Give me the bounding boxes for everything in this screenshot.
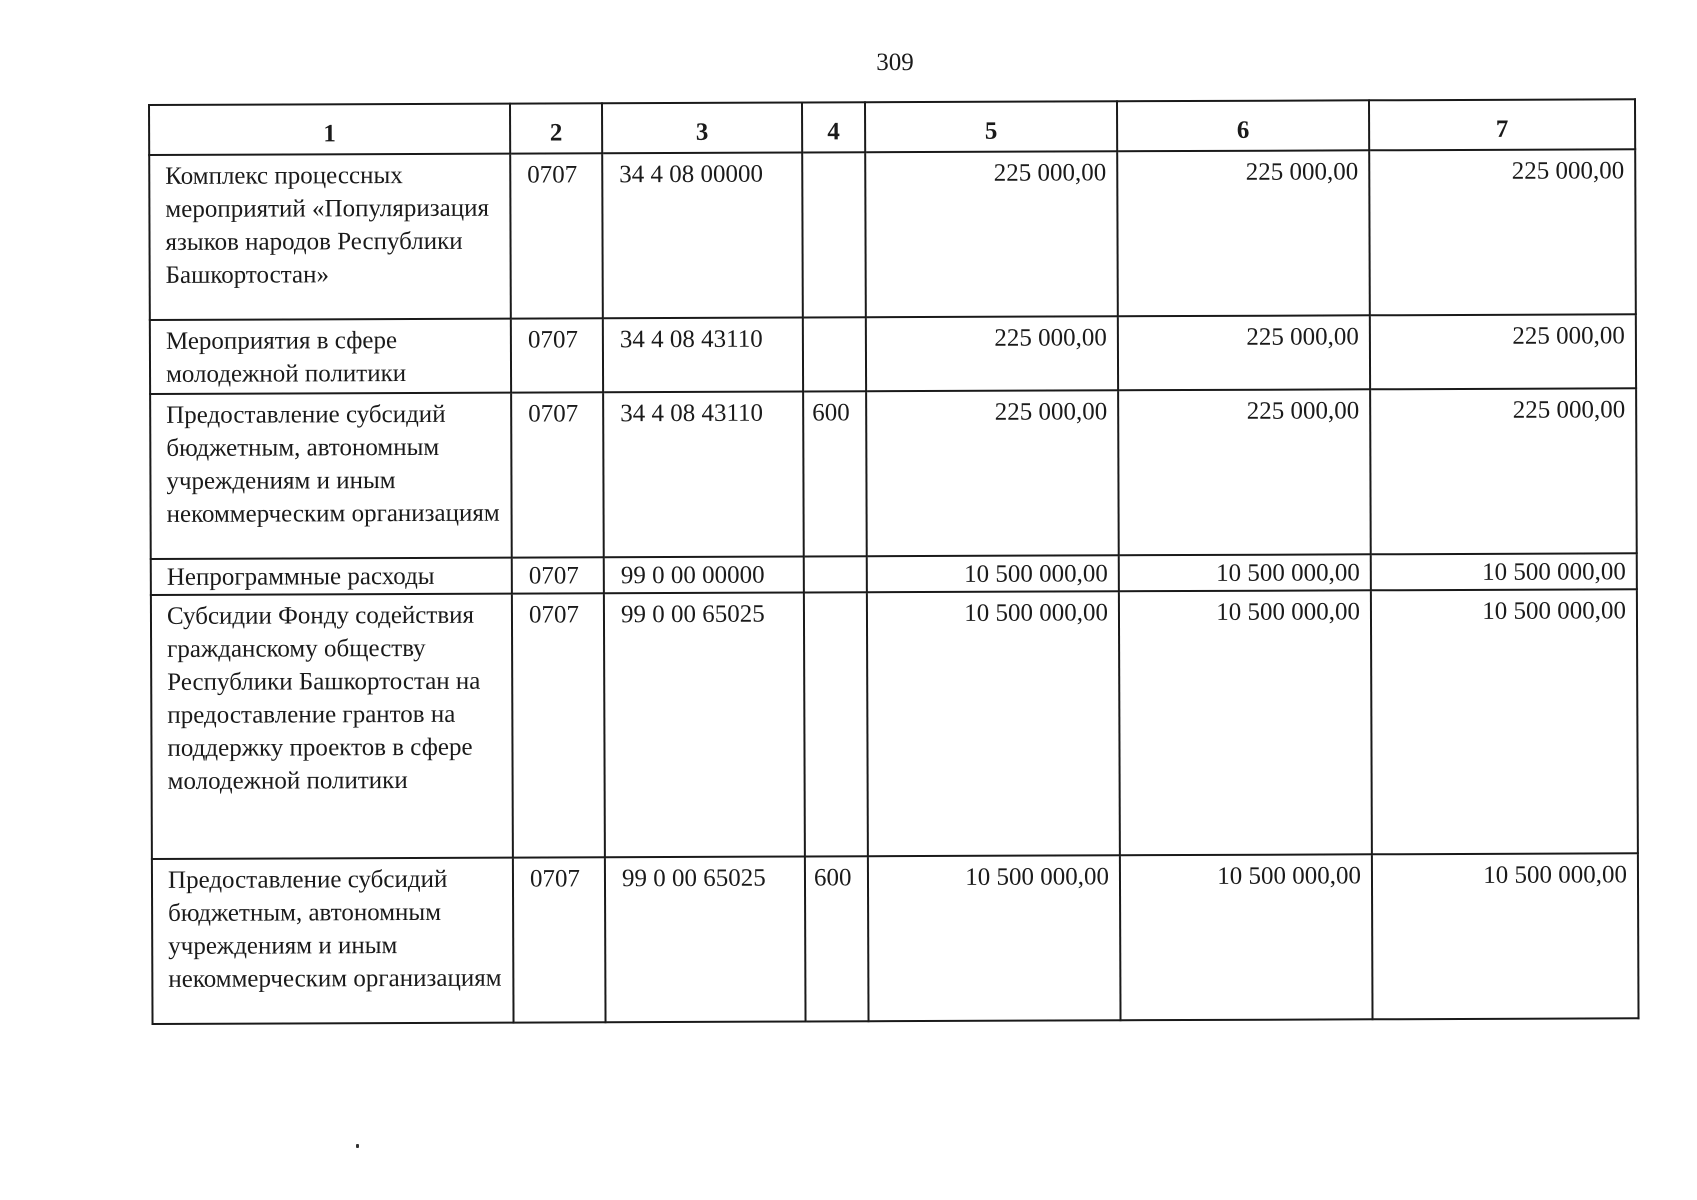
- section-code-cell: 0707: [510, 153, 603, 318]
- section-code-cell: 0707: [512, 593, 605, 857]
- column-header: 2: [510, 103, 602, 153]
- amount-cell-col7: 225 000,00: [1370, 314, 1636, 389]
- section-code-cell: 0707: [513, 857, 606, 1022]
- expense-type-cell: [804, 592, 868, 856]
- table-row: [149, 149, 1636, 320]
- column-header: 5: [865, 101, 1117, 152]
- table-row: [150, 388, 1637, 559]
- amount-cell-col6: 10 500 000,00: [1120, 854, 1373, 1020]
- column-header: 7: [1369, 99, 1635, 150]
- amount-cell-col7: 10 500 000,00: [1371, 553, 1637, 590]
- section-code-cell: 0707: [512, 557, 604, 593]
- amount-cell-col5: 225 000,00: [866, 316, 1118, 391]
- amount-cell-col7: 10 500 000,00: [1371, 589, 1638, 854]
- table-header-row: [149, 99, 1635, 155]
- amount-cell-col5: 225 000,00: [866, 390, 1119, 556]
- expense-name-cell: Мероприятия в сфере молодежной политики: [150, 319, 511, 394]
- expense-type-cell: [803, 317, 866, 391]
- expense-name-cell: Непрограммные расходы: [151, 558, 512, 595]
- column-header: 1: [149, 104, 510, 155]
- amount-cell-col6: 10 500 000,00: [1119, 554, 1371, 591]
- target-article-cell: 99 0 00 65025: [605, 856, 806, 1022]
- amount-cell-col6: 225 000,00: [1117, 150, 1370, 316]
- target-article-cell: 34 4 08 43110: [603, 317, 803, 392]
- target-article-cell: 34 4 08 00000: [602, 152, 803, 318]
- target-article-cell: 99 0 00 65025: [604, 592, 805, 857]
- amount-cell-col5: 225 000,00: [865, 151, 1118, 317]
- expense-name-cell: Комплекс процессных мероприятий «Популяризация языков народов Республики Башкортостан»: [149, 154, 511, 320]
- amount-cell-col5: 10 500 000,00: [867, 555, 1119, 592]
- column-header: 4: [802, 102, 865, 152]
- target-article-cell: 34 4 08 43110: [603, 391, 804, 557]
- expense-type-cell: [804, 556, 867, 592]
- table-row: [151, 553, 1637, 595]
- table-row: [152, 853, 1639, 1024]
- expense-type-cell: [802, 152, 866, 317]
- target-article-cell: 99 0 00 00000: [604, 556, 804, 593]
- amount-cell-col5: 10 500 000,00: [868, 855, 1121, 1021]
- expense-name-cell: Субсидии Фонду содействия гражданскому обществу Республики Башкортостан на предоставление грантов на поддержку проектов в сфере молодежной политики: [151, 594, 513, 859]
- amount-cell-col6: 225 000,00: [1118, 389, 1371, 555]
- section-code-cell: 0707: [511, 318, 603, 392]
- column-header: 6: [1117, 100, 1369, 151]
- expense-name-cell: Предоставление субсидий бюджетным, автономным учреждениям и иным некоммерческим организациям: [152, 858, 514, 1024]
- amount-cell-col5: 10 500 000,00: [867, 591, 1120, 856]
- table-row: [150, 314, 1636, 394]
- column-header: 3: [602, 102, 802, 153]
- amount-cell-col6: 10 500 000,00: [1119, 590, 1372, 855]
- amount-cell-col6: 225 000,00: [1118, 315, 1370, 390]
- expense-type-cell: 600: [805, 856, 869, 1021]
- scan-speck: [356, 1144, 359, 1148]
- expense-name-cell: Предоставление субсидий бюджетным, автономным учреждениям и иным некоммерческим организациям: [150, 393, 512, 559]
- expense-type-cell: 600: [803, 391, 867, 556]
- table-row: [151, 589, 1638, 859]
- amount-cell-col7: 10 500 000,00: [1372, 853, 1639, 1019]
- amount-cell-col7: 225 000,00: [1369, 149, 1636, 315]
- budget-table: [148, 98, 1640, 1025]
- page-number: 309: [876, 49, 914, 76]
- amount-cell-col7: 225 000,00: [1370, 388, 1637, 554]
- section-code-cell: 0707: [511, 392, 604, 557]
